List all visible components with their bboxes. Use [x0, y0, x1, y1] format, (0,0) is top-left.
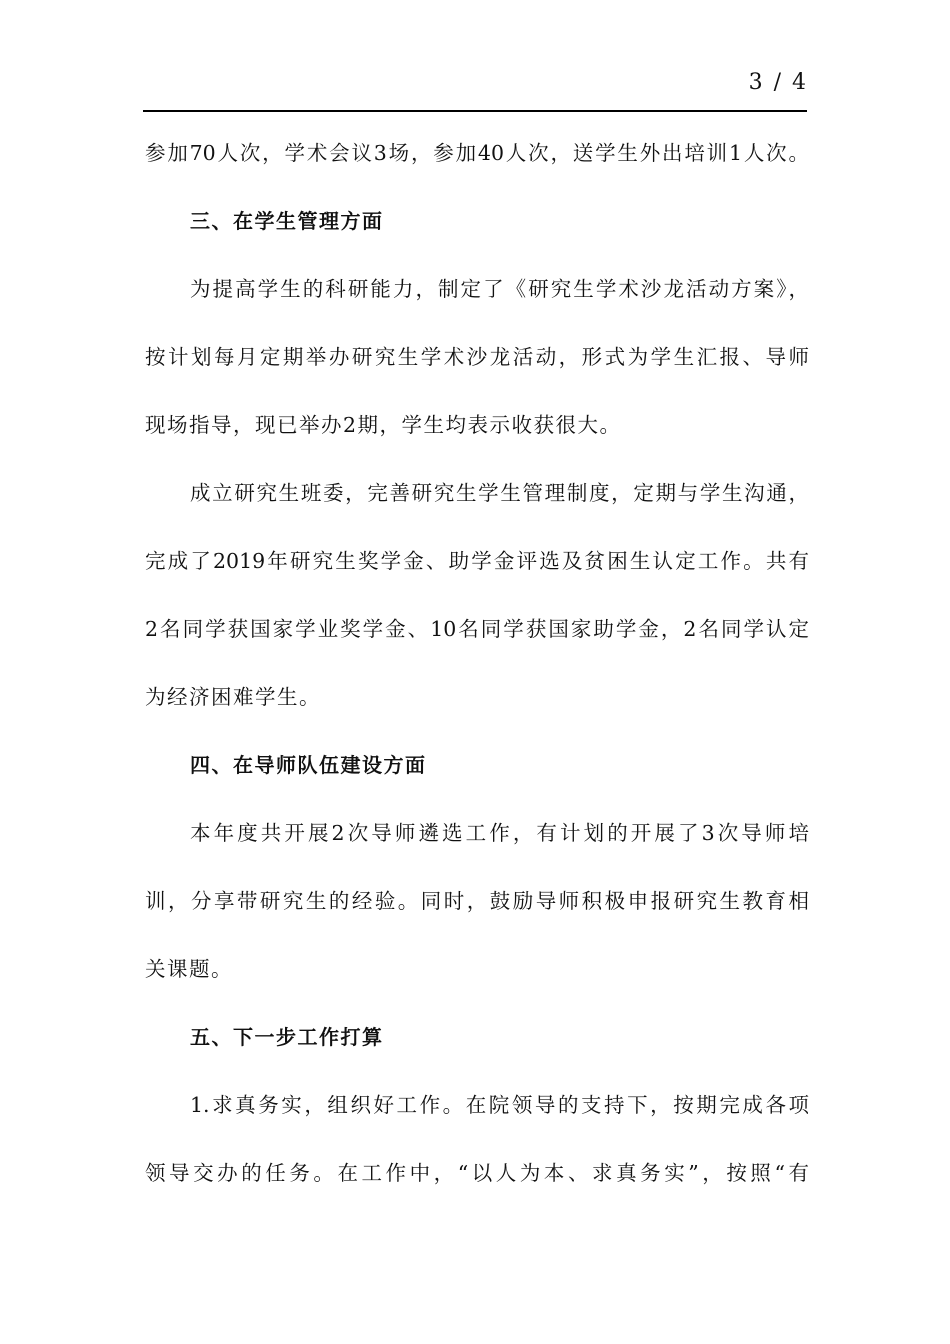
page-number: 3 / 4: [748, 70, 808, 95]
document-body: [145, 124, 809, 1212]
section-heading-next-steps: 五、下一步工作打算: [190, 1025, 384, 1049]
body-line-6: 完成了2019年研究生奖学金、助学金评选及贫困生认定工作。共有: [145, 549, 809, 573]
body-line-4: 现场指导，现已举办2期，学生均表示收获很大。: [145, 413, 622, 437]
body-line-9: 本年度共开展2次导师遴选工作，有计划的开展了3次导师培: [190, 821, 809, 845]
body-line-2: 为提高学生的科研能力，制定了《研究生学术沙龙活动方案》，: [190, 277, 809, 301]
body-line-11: 关课题。: [145, 957, 233, 981]
body-line-3: 按计划每月定期举办研究生学术沙龙活动，形式为学生汇报、导师: [145, 345, 809, 369]
section-heading-supervisor-team: 四、在导师队伍建设方面: [190, 753, 427, 777]
body-line-7: 2名同学获国家学业奖学金、10名同学获国家助学金，2名同学认定: [145, 617, 809, 641]
body-line-13: 领导交办的任务。在工作中，“以人为本、求真务实”，按照“有: [145, 1161, 809, 1185]
section-heading-student-management: 三、在学生管理方面: [190, 209, 384, 233]
body-line-12: 1.求真务实，组织好工作。在院领导的支持下，按期完成各项: [190, 1093, 809, 1117]
body-line-10: 训，分享带研究生的经验。同时，鼓励导师积极申报研究生教育相: [145, 889, 809, 913]
body-line-1: 参加70人次，学术会议3场，参加40人次，送学生外出培训1人次。: [145, 141, 809, 165]
body-line-8: 为经济困难学生。: [145, 685, 321, 709]
body-line-5: 成立研究生班委，完善研究生学生管理制度，定期与学生沟通，: [190, 481, 809, 505]
header-divider: [143, 110, 807, 112]
